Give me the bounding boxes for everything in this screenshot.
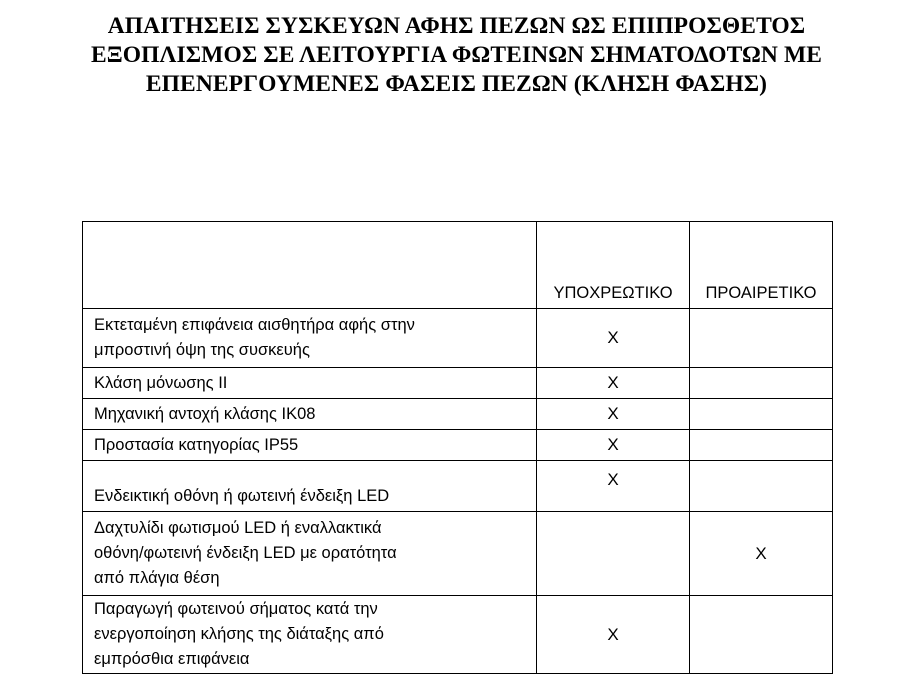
table-row [83, 309, 833, 368]
title-line: ΕΞΟΠΛΙΣΜΟΣ ΣΕ ΛΕΙΤΟΥΡΓΙΑ ΦΩΤΕΙΝΩΝ ΣΗΜΑΤΟΔΟΤΩΝ ΜΕ [90, 42, 823, 68]
mandatory-mark: X [607, 404, 619, 423]
requirements-table [82, 221, 833, 674]
optional-mark: X [755, 543, 767, 563]
optional-cell [690, 461, 833, 512]
mandatory-mark: X [607, 470, 619, 489]
requirement-description [83, 596, 537, 674]
description-line: Ενδεικτική οθόνη ή φωτεινή ένδειξη LED [94, 487, 390, 505]
table-row [83, 368, 833, 399]
header-mandatory: ΥΠΟΧΡΕΩΤΙΚΟ [537, 222, 690, 309]
table-row [83, 596, 833, 674]
table-row [83, 399, 833, 430]
table-row [83, 461, 833, 512]
description-line: ενεργοποίηση κλήσης της διάταξης από [94, 625, 384, 643]
description-line: Εκτεταμένη επιφάνεια αισθητήρα αφής στην [94, 316, 415, 334]
mandatory-mark: X [607, 624, 619, 644]
optional-cell [690, 430, 833, 461]
mandatory-cell [537, 430, 690, 461]
mandatory-cell [537, 309, 690, 368]
description-line: Παραγωγή φωτεινού σήματος κατά την [94, 600, 378, 618]
table-row [83, 430, 833, 461]
optional-cell [690, 368, 833, 399]
title-line: ΕΠΕΝΕΡΓΟΥΜΕΝΕΣ ΦΑΣΕΙΣ ΠΕΖΩΝ (ΚΛΗΣΗ ΦΑΣΗΣ) [145, 71, 768, 97]
header-optional: ΠΡΟΑΙΡΕΤΙΚΟ [690, 222, 833, 309]
mandatory-cell [537, 596, 690, 674]
requirement-description [83, 512, 537, 596]
description-line: Δαχτυλίδι φωτισμού LED ή εναλλακτικά [94, 519, 382, 537]
requirement-description [83, 399, 537, 430]
description-line: μπροστινή όψη της συσκευής [94, 341, 310, 359]
optional-cell [690, 596, 833, 674]
description-line: Κλάση μόνωσης ΙΙ [94, 373, 228, 392]
document-title [0, 12, 913, 99]
mandatory-cell [537, 512, 690, 596]
description-line: οθόνη/φωτεινή ένδειξη LED με ορατότητα [94, 544, 397, 562]
requirement-description [83, 461, 537, 512]
description-line: από πλάγια θέση [94, 569, 220, 587]
requirement-description [83, 368, 537, 399]
optional-cell [690, 309, 833, 368]
mandatory-mark: X [607, 435, 619, 454]
title-line: ΑΠΑΙΤΗΣΕΙΣ ΣΥΣΚΕΥΩΝ ΑΦΗΣ ΠΕΖΩΝ ΩΣ ΕΠΙΠΡΟΣΘΕΤΟΣ [107, 13, 806, 39]
description-line: Προστασία κατηγορίας ΙΡ55 [94, 435, 299, 454]
table-row [83, 512, 833, 596]
mandatory-mark: X [607, 373, 619, 392]
table-header-row [83, 222, 833, 309]
mandatory-mark: X [607, 328, 619, 347]
description-line: εμπρόσθια επιφάνεια [94, 650, 250, 668]
optional-cell [690, 512, 833, 596]
mandatory-cell [537, 399, 690, 430]
header-empty-cell [83, 222, 537, 309]
mandatory-cell [537, 461, 690, 512]
requirement-description [83, 430, 537, 461]
description-line: Μηχανική αντοχή κλάσης ΙΚ08 [94, 404, 316, 423]
mandatory-cell [537, 368, 690, 399]
requirement-description [83, 309, 537, 368]
optional-cell [690, 399, 833, 430]
